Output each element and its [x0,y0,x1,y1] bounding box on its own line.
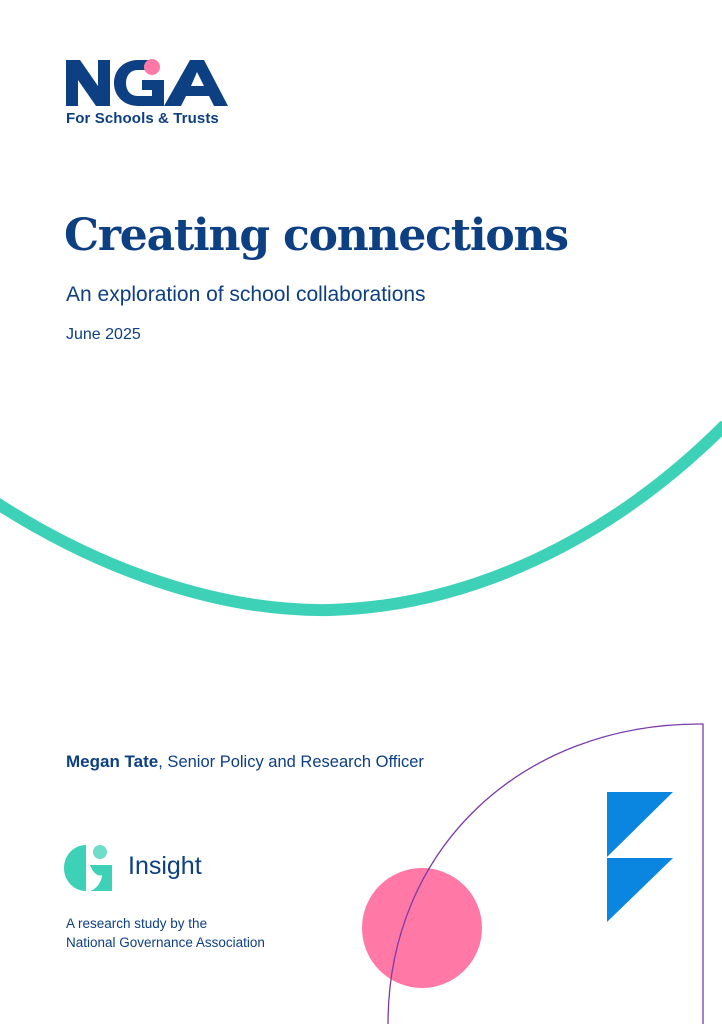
logo-pink-dot [144,59,160,75]
purple-arc [388,724,703,1024]
author-line [66,752,424,772]
logo-letter-a [164,60,228,106]
logo-tagline: For Schools & Trusts [66,110,219,127]
logo-letter-n [66,60,110,106]
blue-triangle-top [607,792,673,857]
insight-label: Insight [128,852,202,880]
author-role: , Senior Policy and Research Officer [158,753,424,771]
study-credit-line1: A research study by the [66,916,208,931]
page-subtitle: An exploration of school collaborations [66,283,426,306]
blue-triangle-bottom [607,858,673,922]
publication-date: June 2025 [66,326,141,343]
author-name: Megan Tate [66,752,159,771]
pink-circle [362,868,482,988]
teal-arc [0,425,722,610]
study-credit-line2: National Governance Association [66,935,265,950]
page-title: Creating connections [64,210,568,261]
insight-icon [64,845,114,891]
